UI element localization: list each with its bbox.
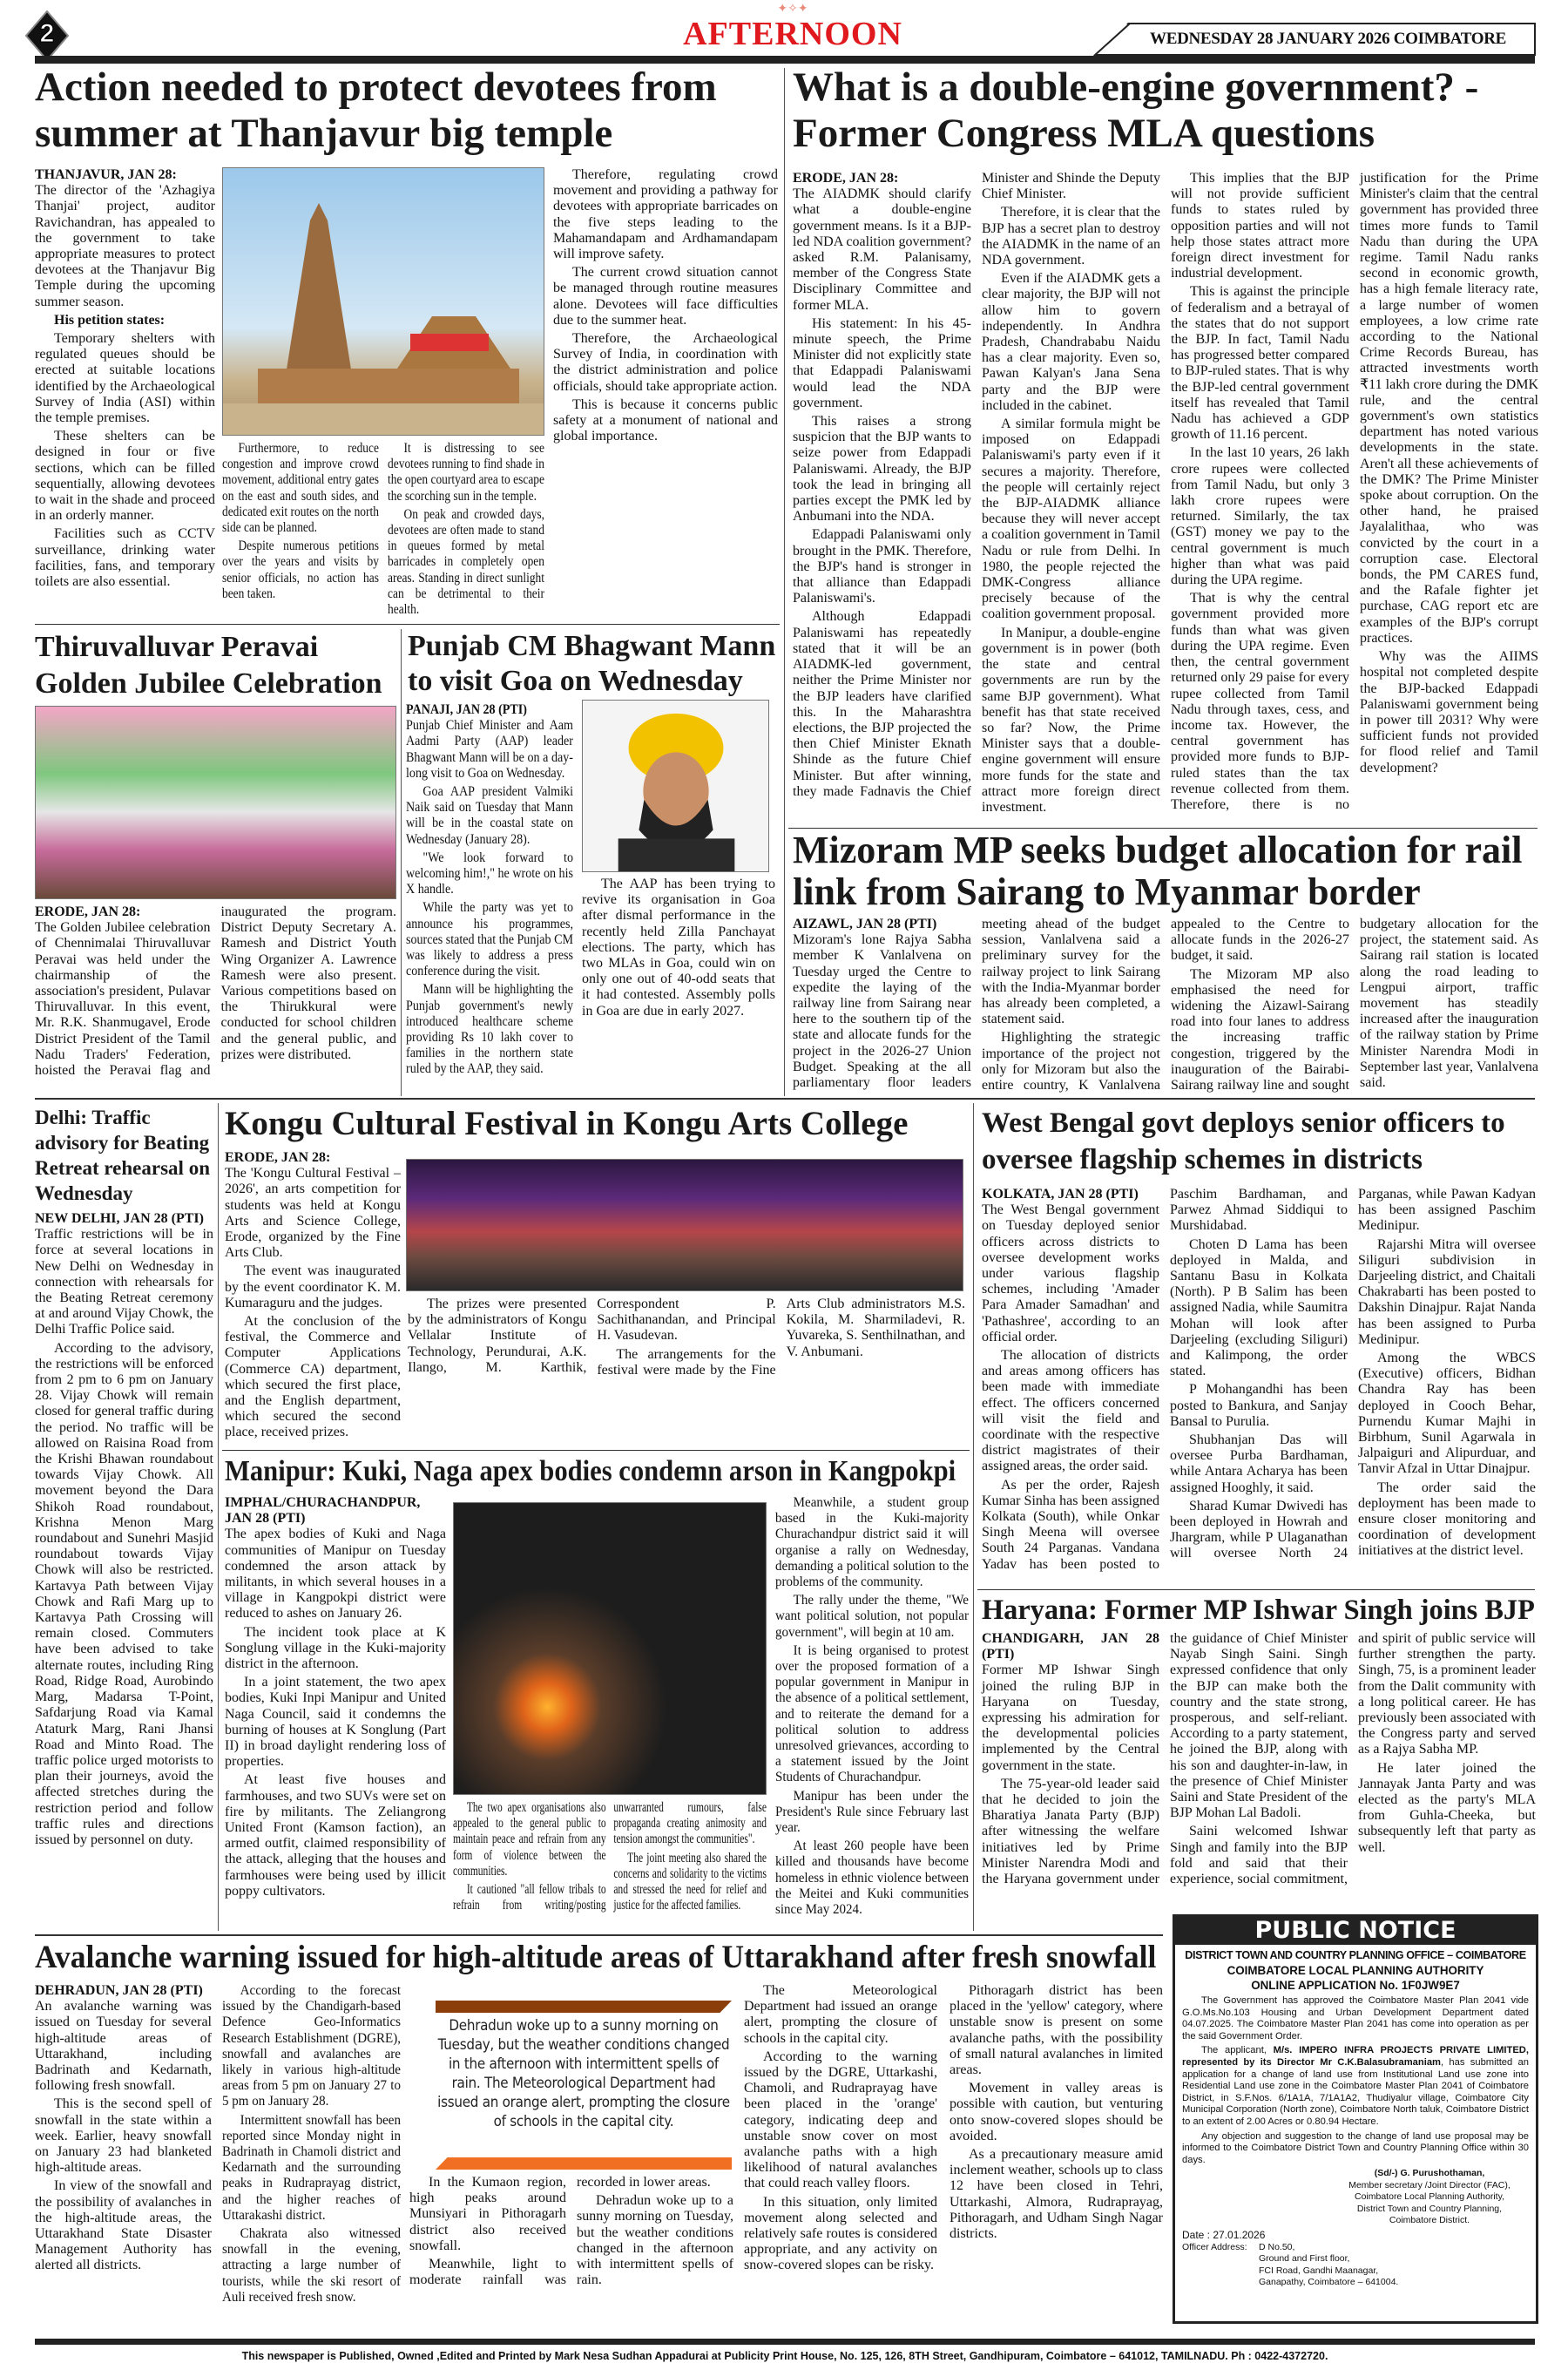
article-columns [406, 702, 573, 1080]
notice-heading-3: ONLINE APPLICATION No. 1F0JW9E7 [1251, 1979, 1460, 1992]
public-notice-body-box [1182, 1948, 1529, 2289]
paragraph [950, 2081, 1163, 2144]
paragraph-text: It cautioned "all fellow tribals to refrain from writing/posting unwarranted rumours, false propaganda creating animosity and tension amongst the communities". [453, 1800, 767, 1913]
article-body-double-engine [793, 171, 1538, 816]
section-divider [35, 1934, 1163, 1936]
article-columns [744, 1983, 937, 2277]
paragraph-text: The prizes were presented by the administrators of Kongu Vellalar Institute of Technology, Perundurai, A.K. Ilango, M. Karthik, Correspondent P. Sachithanandan, and Principal H. Vasudevan. [408, 1297, 776, 1375]
paragraph-text: Facilities such as CCTV surveillance, drinking water facilities, fans, and temporary toilets are also essential. [35, 526, 215, 590]
paragraph-text: These shelters can be designed in four or five sections, which can be filled sequentially, allowing devotees to wait in the shade and proceed in an orderly manner. [35, 429, 215, 524]
paragraph-text: Why was the AIIMS hospital not completed despite the BJP-backed Edappadi Palaniswami government being in power till 2031? Why were sufficient funds not provided for flood relief and Tamil development? [1360, 649, 1538, 775]
paragraph [1358, 1480, 1536, 1560]
paragraph-text: Saini welcomed Ishwar Singh and family into the BJP fold and said that their experience, social commitment, and spirit of public service will further strengthen the party. Singh, 75, is a prominent leader from the Dalit community with a long political career. He has previously been associated with the Congress party and served as a Rajya Sabha MP. [1170, 1631, 1536, 1887]
headline-double-engine-box [793, 64, 1538, 156]
headline-thiruvalluvar: Thiruvalluvar Peravai Golden Jubilee Celebration [35, 631, 382, 700]
pull-quote-top-bar [436, 2001, 732, 2013]
headline-west-bengal: West Bengal govt deploys senior officers to oversee flagship schemes in districts [982, 1107, 1505, 1175]
article-body-avalanche [222, 1983, 401, 2308]
pull-quote-bottom-bar [436, 2157, 732, 2170]
paragraph [222, 2113, 401, 2224]
address-line: FCI Road, Gandhi Maanagar, [1259, 2265, 1379, 2276]
article-body-manipur [775, 1495, 969, 1920]
dateline: THANJAVUR, JAN 28: [35, 167, 177, 182]
paragraph [1171, 284, 1349, 443]
paragraph [1170, 1382, 1348, 1430]
paragraph [222, 2226, 401, 2306]
paragraph-text: The incident took place at K Songlung village in the Kuki-majority district in the afternoon. [225, 1624, 446, 1672]
address-line: Ground and First floor, [1259, 2253, 1350, 2265]
paragraph [793, 414, 971, 525]
article-columns [793, 171, 1538, 816]
paragraph-text: At least 260 people have been killed and thousands have become homeless in ethnic violence between the Meitei and Kuki communities since May 2024. [775, 1838, 969, 1918]
paragraph [388, 507, 544, 618]
paragraph [225, 1772, 446, 1899]
paragraph [225, 1150, 401, 1261]
paragraph [1358, 1761, 1536, 1856]
article-body-haryana [982, 1631, 1536, 1887]
paragraph-text: The 75-year-old leader said that he decided to join the Bharatiya Janata Party (BJP) after witnessing the welfare initiatives led by Prime Minister Narendra Modi and the Haryana government under the guidance of Chief Minister Nayab Singh Saini. Singh expressed confidence that only the BJP can make both the country and the state strong, prosperous, and self-reliant. According to a party statement, he joined the BJP, along with his son and daughter-in-law, in the presence of Chief Minister Saini and State President of the BJP Mohan Lal Badoli. [982, 1631, 1348, 1887]
paragraph [775, 1495, 969, 1590]
paragraph [982, 1348, 1159, 1475]
paragraph [775, 1789, 969, 1837]
portrait-photo [582, 700, 769, 872]
public-notice [1173, 1914, 1538, 2324]
paragraph-text: The AAP has been trying to revive its organisation in Goa after dismal performance in the recently held Zilla Panchayat elections. The party, which has two MLAs in Goa, could win on only one out of 40-odd seats that it had contested. Assembly polls in Goa are due in early 2027. [582, 877, 775, 1019]
paragraph [553, 397, 778, 445]
paragraph-text: Punjab Chief Minister and Aam Aadmi Party (AAP) leader Bhagwant Mann will be on a day-long visit to Goa on Wednesday. [406, 718, 573, 781]
headline-delhi: Delhi: Traffic advisory for Beating Retreat rehearsal on Wednesday [35, 1107, 210, 1204]
article-body-west-bengal [982, 1187, 1536, 1573]
paragraph-text: In the Kumaon region, high peaks around Munsiyari in Pithoragarh district also received snowfall. [409, 2175, 566, 2253]
paragraph [35, 429, 215, 524]
paragraph [406, 900, 573, 979]
paragraph-text: Traffic restrictions will be in force at several locations in New Delhi on Wednesday in connection with rehearsals for the Beating Retreat ceremony at and around Vijay Chowk, the Delhi Traffic Police said. [35, 1227, 213, 1337]
article-columns [225, 1150, 401, 1444]
notice-heading-1: DISTRICT TOWN AND COUNTRY PLANNING OFFICE – COIMBATORE [1185, 1949, 1526, 1961]
notice-heading-2: COIMBATORE LOCAL PLANNING AUTHORITY [1227, 1964, 1484, 1977]
paragraph [35, 904, 396, 1079]
notice-date: Date : 27.01.2026 [1182, 2228, 1266, 2241]
notice-para-3: Any objection and suggestion to the change of land use proposal may be informed to the Coimbatore District Town and Country Planning Office within 30 days. [1182, 2130, 1529, 2165]
paragraph [35, 1983, 212, 2094]
event-group-photo [35, 706, 396, 899]
festival-stage-photo [406, 1159, 963, 1291]
paragraph-text: The two apex organisations also appealed to the general public to maintain peace and refrain from any form of violence between the communities. [453, 1800, 606, 1879]
headline-manipur: Manipur: Kuki, Naga apex bodies condemn arson in Kangpokpi [225, 1455, 956, 1487]
headline-thanjavur: Action needed to protect devotees from summer at Thanjavur big temple [35, 64, 717, 156]
paragraph [582, 877, 775, 1019]
dateline: NEW DELHI, JAN 28 (PTI) [35, 1211, 204, 1226]
paragraph-text: Meanwhile, light to moderate rainfall was recorded in lower areas. [409, 2175, 711, 2288]
article-columns [409, 2175, 733, 2290]
article-body-kongu [225, 1150, 401, 1444]
paragraph-text: Highlighting the strategic importance of the project not only for Mizoram but also the entire country, K Vanlalvena appealed to the Centre to allocate funds in the 2026-27 budget, it said. [982, 917, 1349, 1094]
paragraph [982, 1631, 1159, 1774]
paragraph-text: Despite numerous petitions over the years and visits by senior officials, no action has been taken. [222, 538, 379, 601]
date-box-slant [1093, 23, 1132, 56]
article-body-thiruvalluvar [35, 904, 396, 1079]
headline-punjab-box [408, 629, 777, 699]
paragraph-text: The 'Kongu Cultural Festival – 2026', an arts competition for students was held at Kongu Arts and Science College, Erode, organized by the Fine Arts Club. [225, 1166, 401, 1261]
article-columns [35, 1211, 213, 1851]
article-body-thanjavur [553, 167, 778, 447]
article-columns [35, 1983, 212, 2277]
paragraph [1358, 1351, 1536, 1478]
paragraph-text: In this situation, only limited movement along selected and relatively safe routes is considered appropriate, and any activity on snow-covered slopes can be risky. [744, 2194, 937, 2273]
article-body-avalanche [744, 1983, 937, 2277]
dateline: KOLKATA, JAN 28 (PTI) [982, 1187, 1139, 1202]
paragraph-text: In view of the snowfall and the possibility of avalanches in the high-altitude areas, the Uttarakhand State Disaster Management Authority has alerted all districts. [35, 2178, 212, 2273]
paragraph-text: According to the warning issued by the DGRE, Uttarkashi, Chamoli, and Rudraprayag have been placed in the 'orange' category, indicating deep and unstable snow cover on most avalanche paths with a high likelihood of natural avalanches that could reach valley floors. [744, 2048, 937, 2191]
article-columns [982, 1187, 1536, 1573]
paragraph [1358, 1237, 1536, 1348]
paragraph-text: The director of the 'Azhagiya Thanjai' project, auditor Ravichandran, has appealed to the government to take appropriate measures to protect devotees at the Thanjavur Big Temple during the upcoming summer season. [35, 183, 215, 309]
public-notice-title: PUBLIC NOTICE [1175, 1917, 1536, 1945]
paragraph-text: While the party was yet to announce his programmes, sources stated that the Punjab CM was likely to address a press conference during the visit. [406, 900, 574, 979]
paragraph-text: Former MP Ishwar Singh joined the ruling BJP in Haryana on Tuesday, expressing his admiration for the developmental policies implemented by the Central government in the state. [982, 1662, 1159, 1773]
paragraph [775, 1643, 969, 1786]
dateline: ERODE, JAN 28: [35, 904, 141, 919]
paragraph [225, 1263, 401, 1311]
headline-mizoram: Mizoram MP seeks budget allocation for rail link from Sairang to Myanmar border [793, 829, 1523, 913]
paragraph-text: An avalanche warning was issued on Tuesday for several high-altitude areas of Uttarakhand, including Badrinath and Kedarnath, following fresh snowfall. [35, 1999, 212, 2094]
dateline: DEHRADUN, JAN 28 (PTI) [35, 1983, 203, 1998]
paragraph-text: Therefore, regulating crowd movement and providing a pathway for devotees with appropriate barricades on the five steps leading to the Mahamandapam and Ardhamandapam will improve safety. [553, 167, 778, 262]
headline-punjab: Punjab CM Bhagwant Mann to visit Goa on Wednesday [408, 630, 776, 697]
signatory-name: (Sd/-) G. Purushothaman, [1374, 2168, 1485, 2179]
paragraph-text: Intermittent snowfall has been reported since Monday night in Badrinath in Chamoli district and Kedarnath and the surrounding peaks in Rudraprayag district, and the higher reaches of Uttarakashi district. [222, 2112, 401, 2223]
paragraph-text: Edappadi Palaniswami only brought in the PMK. Therefore, the BJP's hand is stronger in that alliance than Edappadi Palaniswami's. [793, 527, 971, 606]
paragraph [35, 331, 215, 426]
paragraph-text: Movement in valley areas is possible with caution, but venturing onto snow-covered slopes should be avoided. [950, 2081, 1163, 2143]
paragraph-text: In the last 10 years, 26 lakh crore rupees were collected from Tamil Nadu, but only 3 lakh crore rupees were returned. Similarly, the tax (GST) money we pay to the central government is much higher than what was paid during the UPA regime. [1171, 445, 1349, 588]
article-body-punjab [582, 877, 775, 1022]
paragraph-text: The Golden Jubilee celebration of Chennimalai Thiruvalluvar Peravai was held under the chairmanship of the association's president, Pulavar Thiruvalluvar. In this event, Mr. R.K. Shanmugavel, Erode District President of the Tamil Nadu Traders' Federation, hoisted the Peravai flag and inaugurated the program. District Deputy Secretary A. Ramesh and District Youth Wing Organizer A. Lawrence Ramesh were also present. Various competitions based on the Thirukkural were conducted for school children and the general public, and prizes were distributed. [35, 904, 396, 1079]
paragraph [406, 784, 573, 848]
signatory-line: District Town and Country Planning, [1356, 2203, 1503, 2214]
section-divider [222, 1450, 970, 1451]
article-columns [982, 1631, 1536, 1887]
article-body-manipur [225, 1495, 446, 1902]
column-divider [401, 629, 402, 1096]
paragraph [982, 1187, 1159, 1345]
paragraph [744, 2195, 937, 2274]
headline-mizoram-box [793, 830, 1538, 913]
paragraph-text: The Mizoram MP also emphasised the need for widening the Aizawl-Sairang road into four lanes to address the increasing traffic congestion, triggered by the inauguration of the Bairabi-Sairang railway line and sought budgetary allocation for the project, the statement said. As Sairang rail station is located along the road leading to Lengpui airport, traffic movement has steadily increased after the inauguration of the railway station by Prime Minister Narendra Modi in September last year, Vanlalvena said. [1171, 917, 1538, 1094]
article-body-avalanche [950, 1983, 1163, 2245]
paragraph-text: P Mohangandhi has been posted to Bankura, and Sanjay Bansal to Purulia. [1170, 1382, 1348, 1429]
paragraph [225, 1495, 446, 1622]
headline-haryana-box [982, 1595, 1536, 1627]
article-columns [35, 904, 396, 1079]
paragraph-text: According to the advisory, the restrictions will be enforced from 2 pm to 6 pm on January 28. Vijay Chowk will remain closed for general traffic during the period. No traffic will be allowed on Raisina Road from the Krishi Bhawan roundabout towards Vijay Chowk. All movement beyond the Dara Shikoh Road roundabout, Krishna Menon Marg roundabout and Sunehri Masjid roundabout towards Vijay Chowk will also be restricted. Kartavya Path between Vijay Chowk and Rafi Marg up to Kartavya Path Crossing will remain closed. Commuters have been advised to take alternate routes, including Ring Road, Ridge Road, Aurobindo Marg, Madarsa T-Point, Safdarjung Road via Kamal Ataturk Marg, Rani Jhansi Road and Minto Road. The traffic police urged motorists to plan their journeys, avoid the affected stretches during the restriction period and follow traffic rules and directions issued by personnel on duty. [35, 1340, 213, 1847]
dateline: CHANDIGARH, JAN 28 (PTI) [982, 1631, 1159, 1662]
temple-photo [222, 167, 544, 436]
paragraph-text: Rajarshi Mitra will oversee Siliguri subdivision in Darjeeling district, and Chaitali Chakrabarti has been posted to Dakshin Dinajpur. Rajat Nanda has been assigned to Purba Medinipur. [1358, 1236, 1536, 1347]
paragraph-text: Pithoragarh district has been placed in the 'yellow' category, where unstable snow is present on some avalanche paths, with the possibility of small natural avalanches in limited areas. [950, 1983, 1163, 2078]
page-number-badge [24, 10, 70, 61]
paragraph-text: This is against the principle of federalism and a betrayal of the states that do not support the BJP. In fact, Tamil Nadu has progressed better compared to BJP-ruled states. That is why the BJP-led central government itself has revealed that Tamil Nadu has achieved a GDP growth of 11.16 percent. [1171, 284, 1349, 443]
paragraph-text: His statement: In his 45-minute speech, the Prime Minister did not explicitly state that Edappadi Palaniswami would lead the NDA government. [793, 315, 971, 410]
headline-thiruvalluvar-box [35, 629, 397, 702]
notice-para-2-lead: The applicant, [1201, 2045, 1274, 2056]
paragraph-text: This implies that the BJP will not provide sufficient funds to states ruled by opposition parties and will not help those states attract more foreign direct investment for industrial development. [1171, 171, 1349, 281]
paragraph [1170, 1237, 1348, 1380]
article-columns [793, 917, 1538, 1094]
paragraph-text: As a precautionary measure amid inclement weather, schools up to class 12 have been closed in Tehri, Uttarkashi, Almora, Rudraprayag, Pithoragarh, and Udham Singh Nagar districts. [950, 2147, 1163, 2242]
paragraph [225, 1675, 446, 1770]
notice-para-1: The Government has approved the Coimbatore Master Plan 2041 vide G.O.Ms.No.103 Housing and Urban Development Department dated 04.07.2025. The Coimbatore Master Plan 2041 has come into operation as per the said Government Order. [1182, 1995, 1529, 2042]
page-number: 2 [39, 19, 55, 48]
dateline: AIZAWL, JAN 28 (PTI) [793, 917, 937, 931]
notice-address [1182, 2242, 1529, 2289]
paragraph [406, 982, 573, 1077]
column-divider [218, 1103, 219, 1931]
paragraph-text: It is being organised to protest over the proposed formation of a popular government in Manipur in the absence of a political settlement, and to reiterate the demand for a political solution to address unresolved grievances, according to a statement issued by the Joint Students of Churachandpur. [775, 1642, 969, 1785]
footer-bar [35, 2339, 1535, 2345]
paragraph-text: The West Bengal government on Tuesday deployed senior officers across districts to oversee development works under various flagship schemes, including 'Amader Para Amader Samadhan' and 'Pathashree', according to an official order. [982, 1202, 1159, 1344]
paragraph-text: According to the forecast issued by the Chandigarh-based Defence Geo-Informatics Research Establishment (DGRE), snowfall and avalanches are likely in various high-altitude areas from 5 pm on January 27 to 5 pm on January 28. [222, 1983, 401, 2109]
article-columns [950, 1983, 1163, 2245]
notice-para-2 [1182, 2045, 1529, 2128]
headline-double-engine: What is a double-engine government? - Former Congress MLA questions [793, 64, 1479, 156]
paragraph [35, 313, 215, 328]
pull-quote-text: Dehradun woke up to a sunny morning on Tuesday, but the weather conditions changed in the afternoon with intermittent spells of rain. The Meteorological Department had issued an orange alert, prompting the closure of schools in the capital city. [437, 2017, 730, 2130]
article-body-thanjavur [222, 441, 544, 618]
paragraph-text: This is the second spell of snowfall in the state within a week. Earlier, heavy snowfall on January 23 had blanketed high-altitude areas. [35, 2096, 212, 2176]
paragraph-text: Manipur has been under the President's Rule since February last year. [775, 1788, 969, 1836]
paragraph [982, 271, 1160, 414]
pull-quote [436, 2001, 732, 2170]
paragraph [453, 1800, 606, 1879]
paragraph-text: At the conclusion of the festival, the Commerce and Computer Applications (Commerce CA) department, which secured the first place, and the English department, which secured the second place, received prizes. [225, 1314, 401, 1440]
article-body-mizoram [793, 917, 1538, 1094]
section-divider [35, 1098, 1535, 1100]
headline-avalanche: Avalanche warning issued for high-altitude areas of Uttarakhand after fresh snowfall [35, 1940, 1157, 1975]
paragraph [1360, 649, 1538, 776]
paragraph-text: The joint meeting also shared the concerns and solidarity to the victims and stressed the need for relief and justice for the affected families. [613, 1850, 767, 1913]
paragraph-text: Chakrata also witnessed snowfall in the evening, attracting a large number of tourists, while the ski resort of Auli received fresh snow. [222, 2226, 401, 2305]
paragraph [225, 1625, 446, 1673]
paragraph [950, 2147, 1163, 2242]
paragraph-text: Dehradun woke up to a sunny morning on Tuesday, but the weather conditions changed in the afternoon with intermittent spells of rain. [577, 2193, 733, 2288]
paragraph [35, 1341, 213, 1849]
paragraph-text: Goa AAP president Valmiki Naik said on Tuesday that Mann will be in the coastal state on Wednesday (January 28). [406, 784, 573, 847]
paragraph [225, 1314, 401, 1441]
paragraph-text: Mann will be highlighting the Punjab government's newly introduced healthcare scheme providing Rs 10 lakh cover to families in the northern state ruled by the AAP, they said. [406, 982, 573, 1077]
paragraph-text: A similar formula might be imposed on Edappadi Palaniswami's party even if it secures a majority. Therefore, the people will certainly reject the BJP-AIADMK alliance because they will never accept a coalition government in Tamil Nadu or rule from Delhi. In 1980, the people rejected the DMK-Congress alliance precisely because of the coalition government proposal. [982, 416, 1160, 622]
paragraph-text: On peak and crowded days, devotees are often made to stand in queues formed by metal barricades in completely open areas. Standing in direct sunlight can be detrimental to their health. [388, 506, 544, 618]
paragraph [1171, 171, 1349, 281]
paragraph-text: The arrangements for the festival were made by the Fine Arts Club administrators M.S. Kokila, M. Sharmiladevi, R. Yuvareka, S. Senthilnathan, and V. Anbumani. [597, 1297, 965, 1378]
headline-haryana: Haryana: Former MP Ishwar Singh joins BJP [982, 1595, 1535, 1626]
paragraph [613, 1851, 767, 1914]
paragraph-text: Even if the AIADMK gets a clear majority, the BJP will not allow him to govern independently. In Andhra Pradesh, Chandrababu Naidu has a clear majority. Even so, Pawan Kalyan's Jana Sena party and the BJP were included in the cabinet. [982, 271, 1160, 413]
paragraph-text: Temporary shelters with regulated queues should be erected at suitable locations identified by the Archaeological Survey of India (ASI) within the temple premises. [35, 331, 215, 426]
paragraph-text: The order said the deployment has been made to ensure closer monitoring and coordination of development initiatives at the district level. [1358, 1480, 1536, 1559]
article-columns [35, 167, 215, 592]
paragraph-text: Meanwhile, a student group based in the Kuki-majority Churachandpur district said it will organise a rally on Wednesday, demanding a political solution to the problems of the community. [775, 1495, 969, 1590]
paragraph-text: "We look forward to welcoming him!," he wrote on his X handle. [406, 850, 573, 897]
article-body-avalanche [35, 1983, 212, 2277]
paragraph [1170, 1432, 1348, 1496]
paragraph-text: Choten D Lama has been deployed in Malda, and Santanu Basu in Kolkata (North). P B Salim has been assigned Nadia, while Saumitra Mohan will look after Darjeeling (excluding Siliguri) and Kalimpong, the order stated. [1170, 1236, 1348, 1379]
paragraph [1171, 445, 1349, 588]
article-body-punjab [406, 702, 573, 1080]
paragraph [35, 167, 215, 310]
headline-kongu-box [225, 1105, 969, 1143]
paragraph-text: His petition states: [54, 312, 166, 328]
paragraph [793, 527, 971, 606]
paragraph [793, 171, 971, 314]
paragraph-text: That is why the central government provided more funds than what was given during the UPA regime. Even then, the central government returned only 29 paise for every rupee collected from Tamil Nadu through taxes, cess, and income tax. However, the central government has provided more funds to BJP-ruled states than the tax revenue collected from them. Therefore, there is no justification for the Prime Minister's claim that the central government has provided three times more funds to Tamil Nadu than during the UPA regime. Tamil Nadu ranks second in economic growth, has a high female literacy rate, a large number of women employees, a low crime rate according to the National Crime Records Bureau, has attracted investments worth ₹11 lakh crore during the DMK rule, and the central government's own statistics department has noted various developments in the state. Aren't all these achievements of the DMK? The Prime Minister spoke about corruption. On the other hand, he praised Jayalalithaa, who was convicted by the court in a corruption case. Electoral bonds, the PM CARES fund, and the Rafale fighter jet purchase, CAG report etc are examples of the BJP's corrupt practices. [1171, 171, 1538, 812]
article-columns [222, 1983, 401, 2308]
headline-kongu: Kongu Cultural Festival in Kongu Arts College [225, 1105, 909, 1142]
paragraph-text: The Meteorological Department had issued an orange alert, prompting the closure of schools in the capital city. [744, 1983, 937, 2046]
paragraph [744, 1983, 937, 2047]
paragraph-text: Therefore, it is clear that the BJP has a secret plan to destroy the AIADMK in the name of an NDA government. [982, 205, 1160, 268]
article-body-delhi [35, 1211, 213, 1851]
paragraph [793, 316, 971, 411]
paragraph [35, 2178, 212, 2273]
article-columns [222, 441, 544, 618]
paragraph [577, 2193, 733, 2288]
article-columns [408, 1297, 965, 1378]
article-body-avalanche [409, 2175, 733, 2290]
paragraph-text: The event was inaugurated by the event coordinator K. M. Kumaraguru and the judges. [225, 1263, 401, 1310]
paragraph-text: Therefore, the Archaeological Survey of India, in coordination with the district administration and police officials, should take appropriate action. [553, 331, 778, 394]
arson-fire-photo [453, 1502, 767, 1795]
paragraph-text: The AIADMK should clarify what a double-engine government means. Is it a BJP-led NDA coalition government? asked R.M. Palanisamy, member of the Congress State Disciplinary Committee and former MLA. [793, 186, 971, 313]
paragraph [35, 1211, 213, 1338]
article-body-thanjavur [35, 167, 215, 592]
dateline: PANAJI, JAN 28 (PTI) [406, 702, 527, 717]
address-line: Ganapathy, Coimbatore – 641004. [1259, 2277, 1399, 2288]
paragraph [222, 538, 379, 602]
paragraph [553, 265, 778, 328]
paragraph [35, 2096, 212, 2176]
article-columns [225, 1495, 446, 1902]
paragraph [222, 1983, 401, 2110]
paragraph [775, 1593, 969, 1641]
paragraph-text: It is distressing to see devotees running to find shade in the open courtyard area to escape the scorching sun in the temple. [388, 441, 544, 504]
dateline: ERODE, JAN 28: [225, 1150, 331, 1165]
logo [662, 3, 923, 52]
article-columns [582, 877, 775, 1022]
paragraph [982, 205, 1160, 268]
article-body-kongu [408, 1297, 965, 1378]
signatory-line: Coimbatore District. [1389, 2215, 1470, 2226]
column-divider [973, 1103, 974, 1931]
paragraph [982, 626, 1160, 816]
pull-quote-text-box [436, 2013, 732, 2128]
masthead-bar [35, 56, 1535, 64]
paragraph-text: As per the order, Rajesh Kumar Sinha has been assigned Kolkata (South), while Onkar Singh Meena will oversee South 24 Parganas. Vandana Yadav has been posted to Paschim Bardhaman, and Parwez Ahmad Siddiqui to Murshidabad. [982, 1187, 1348, 1572]
dateline: IMPHAL/CHURACHANDPUR, JAN 28 (PTI) [225, 1495, 421, 1527]
paragraph-text: In Manipur, a double-engine government is in power (both the state and central governments are run by the same BJP government). What benefit has that state received so far? Now, the Prime Minister says that a double-engine government will ensure more funds for the state and attract more foreign direct investment. [982, 625, 1160, 815]
headline-avalanche-box [35, 1940, 1163, 1975]
paragraph [775, 1838, 969, 1918]
paragraph [388, 441, 544, 504]
article-columns [775, 1495, 969, 1920]
paragraph [35, 526, 215, 590]
signatory-line: Member secretary /Joint Director (FAC), [1348, 2179, 1511, 2191]
paragraph [744, 2049, 937, 2192]
headline-thanjavur-box [35, 64, 781, 156]
article-columns [553, 167, 778, 447]
paragraph-text: This raises a strong suspicion that the BJP wants to seize power from Edappadi Palaniswami. Already, the BJP took the lead in bringing all parties except the PMK led by Anbumani into the NDA. [793, 414, 971, 525]
address-line: D No.50, [1259, 2241, 1295, 2252]
headline-delhi-box [35, 1105, 213, 1206]
notice-applicant: M/s. IMPERO INFRA PROJECTS PRIVATE LIMITED, represented by its Director Mr C.K.Balasubramaniam [1182, 2045, 1529, 2068]
paragraph-text: The allocation of districts and areas among officers has been made with immediate effect. The officers concerned will visit the field and coordinate with the respective district magistrates of their assigned areas, the order said. [982, 1348, 1159, 1474]
paragraph-text: In a joint statement, the two apex bodies, Kuki Inpi Manipur and United Naga Council, said it condemns the burning of houses at K Songlung (Part II) in broad daylight rendering loss of properties. [225, 1675, 446, 1770]
paragraph-text: This is because it concerns public safety at a monument of national and global importance. [553, 396, 778, 444]
public-notice-body [1182, 1948, 1529, 2289]
article-body-manipur [453, 1800, 767, 1915]
signatory-line: Coimbatore Local Planning Authority, [1355, 2191, 1504, 2203]
paragraph-text: Shubhanjan Das will oversee Purba Bardhaman, while Antara Acharya has been assigned Hooghly, it said. [1170, 1432, 1348, 1495]
logo-text: AFTERNOON [683, 16, 902, 52]
dateline: ERODE, JAN 28: [793, 171, 899, 186]
paragraph-text: He later joined the Jannayak Janta Party and was elected as the party's MLA from Guhla-Cheeka, but subsequently left that party as well. [1358, 1760, 1536, 1855]
paragraph-text: Among the WBCS (Executive) officers, Bidhan Chandra Ray has been deployed in Cooch Behar, Purnendu Kumar Majhi in Birbhum, Sunil Agarwala in Jalpaiguri and Alipurduar, and Tanvir Afzal in Uttar Dinajpur. [1358, 1351, 1536, 1477]
notice-para-2-rest: , has submitted an application for a change of land use from Institutional Land use zone into Residential Land use zone in the Coimbatore Master Plan 2041 of Coimbatore District, in S.F.Nos. 6/1A1A, 7/1A1A2, Thudiyalur village, Coimbatore City Municipal Corporation (North zone), Coimbatore North taluk, Coimbatore District to an extent of 2.00 Acres or 0.80.94 Hectare. [1182, 2056, 1529, 2127]
headline-manipur-box [225, 1455, 969, 1488]
article-columns [453, 1800, 767, 1915]
logo-emblem-icon: ✦✧✦ [777, 3, 808, 16]
paragraph-text: The apex bodies of Kuki and Naga communities of Manipur on Tuesday condemned the arson attack by militants, in which several houses in a village in Kangpokpi district were reduced to ashes on January 26. [225, 1527, 446, 1622]
paragraph-text: Although Edappadi Palaniswami has repeatedly stated that it will be an AIADMK-led government, neither the Prime Minister nor the BJP leaders have clarified this. In the Maharashtra elections, the BJP projected the then Chief Minister Eknath Shinde as the future Chief Minister. But after winning, they made Fadnavis the Chief Minister and Shinde the Deputy Chief Minister. [793, 171, 1160, 799]
footer-imprint: This newspaper is Published, Owned ,Edited and Printed by Mark Nesa Sudhan Appadurai at Publicity Print House, No. 125, 126, 8TH Street, Gandhipuram, Coimbatore – 641012, TAMILNADU. Ph : 0422-4372720. [241, 2350, 1328, 2362]
paragraph-text: Mizoram's lone Rajya Sabha member K Vanlalvena on Tuesday urged the Centre to expedite the laying of the railway line from Sairang near here to the southern tip of the state and allocate funds for the project in the 2026-27 Union Budget. Speaking at the all parliamentary floor leaders meeting ahead of the budget session, Vanlalvena said a preliminary survey for the railway project to link Sairang with the India-Myanmar border has already been completed, a statement said. [793, 917, 1160, 1091]
paragraph [222, 441, 379, 536]
section-divider [35, 624, 780, 625]
date-line: WEDNESDAY 28 JANUARY 2026 COIMBATORE [1150, 30, 1507, 48]
paragraph [409, 2175, 566, 2254]
paragraph-text: At least five houses and farmhouses, and two SUVs were set on fire by militants. The Zeliangrong United Front (Kamson faction), an armed outfit, claimed responsibility of the attack, alleging that the houses and farmhouses were being used by illicit poppy cultivators. [225, 1772, 446, 1899]
column-divider [784, 68, 785, 1096]
paragraph [406, 702, 573, 782]
paragraph [982, 416, 1160, 623]
paragraph-text: Sharad Kumar Dwivedi has been deployed in Howrah and Jhargram, while P Ulaganathan will oversee North 24 Parganas, while Pawan Kadyan has been assigned Paschim Medinipur. [1170, 1187, 1536, 1561]
paragraph-text: The current crowd situation cannot be managed through routine measures alone. Devotees will face difficulties due to the summer heat. [553, 265, 778, 328]
paragraph-text: The rally under the theme, "We want political solution, not popular government", will begin at 10 am. [775, 1593, 969, 1640]
section-divider [977, 1589, 1535, 1590]
headline-west-bengal-box [982, 1105, 1536, 1178]
paragraph [950, 1983, 1163, 2078]
paragraph [553, 331, 778, 395]
paragraph [406, 850, 573, 898]
notice-address-label: Officer Address: [1182, 2241, 1247, 2252]
paragraph-text: Furthermore, to reduce congestion and improve crowd movement, additional entry gates on the east and south sides, and dedicated exit routes on the north side can be planned. [222, 441, 379, 536]
notice-signatory [1330, 2168, 1529, 2227]
paragraph [553, 167, 778, 262]
